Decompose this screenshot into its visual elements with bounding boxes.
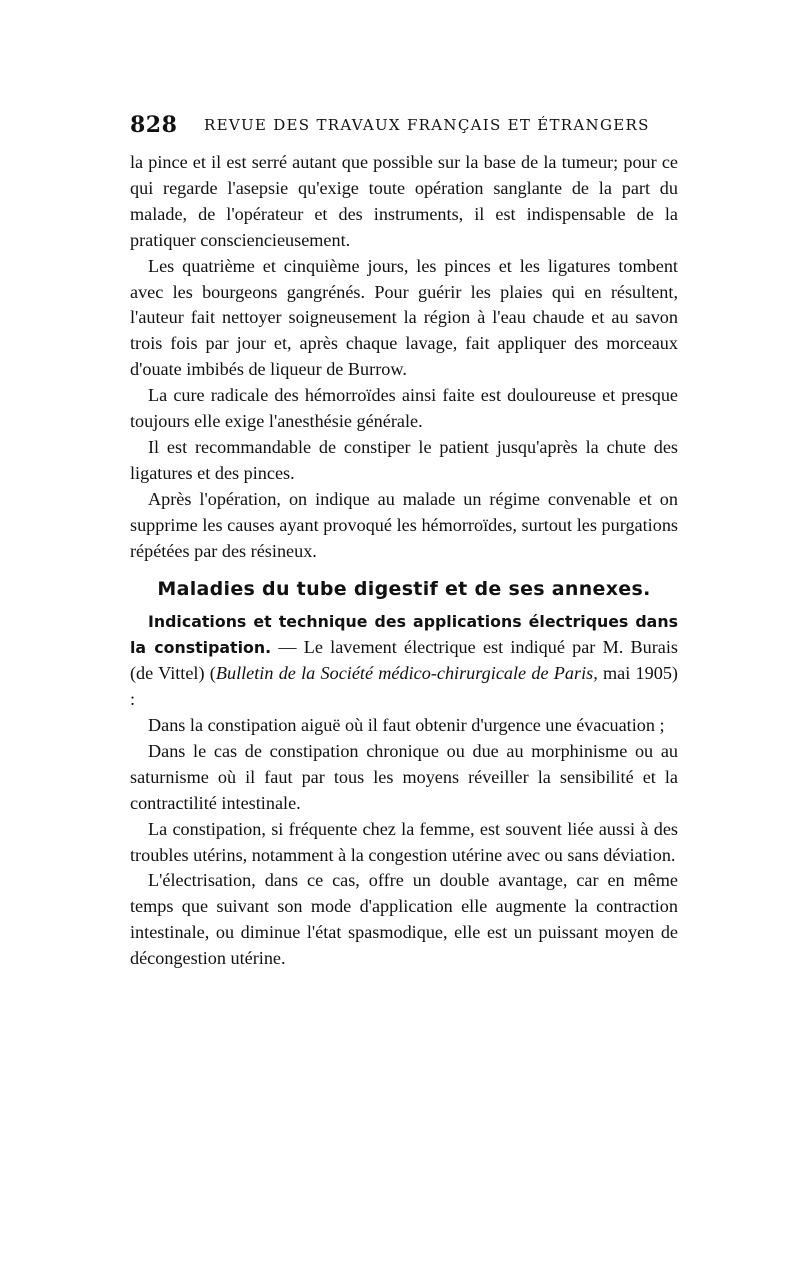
page-body xyxy=(130,150,678,972)
paragraph: Il est recommandable de constiper le patient jusqu'après la chute des ligatures et des pinces. xyxy=(130,436,678,483)
section-heading: Maladies du tube digestif et de ses annexes. xyxy=(157,577,651,600)
article-lead: — Le lavement électrique est indiqué par M. Burais (de Vittel) ( xyxy=(130,637,678,684)
paragraph-continuation: la pince et il est serré autant que possible sur la base de la tumeur; pour ce qui regarde l'asepsie qu'exige toute opération sanglante de la part du malade, de l'opérateur et des instruments, il est indispensable de la pratiquer consciencieusement. xyxy=(130,152,678,250)
paragraph: Dans le cas de constipation chronique ou due au morphinisme ou au saturnisme où il faut par tous les moyens réveiller la sensibilité et la contractilité intestinale. xyxy=(130,740,678,813)
paragraph: La constipation, si fréquente chez la femme, est souvent liée aussi à des troubles utérins, notamment à la congestion utérine avec ou sans déviation. xyxy=(130,818,678,865)
paragraph: L'électrisation, dans ce cas, offre un double avantage, car en même temps que suivant son mode d'application elle augmente la contraction intestinale, ou diminue l'état spasmodique, elle est un puissant moyen de décongestion utérine. xyxy=(130,870,678,969)
article-title: Indications et technique des applications électriques dans la constipation. xyxy=(130,612,678,658)
article-paragraph xyxy=(130,609,678,713)
running-header xyxy=(130,112,678,142)
journal-title: REVUE DES TRAVAUX FRANÇAIS ET ÉTRANGERS xyxy=(204,116,650,134)
paragraph: La cure radicale des hémorroïdes ainsi faite est douloureuse et presque toujours elle exige l'anesthésie générale. xyxy=(130,385,678,432)
page-number: 828 xyxy=(130,112,178,138)
paragraph: Après l'opération, on indique au malade un régime convenable et on supprime les causes ayant provoqué les hémorroïdes, surtout les purgations répétées par des résineux. xyxy=(130,488,678,561)
paragraph: Dans la constipation aiguë où il faut obtenir d'urgence une évacuation ; xyxy=(148,715,665,736)
article-date: mai 1905) : xyxy=(130,663,678,710)
paragraph: Les quatrième et cinquième jours, les pinces et les ligatures tombent avec les bourgeons gangrénés. Pour guérir les plaies qui en résultent, l'auteur fait nettoyer soigneusement la région à l'eau chaude et au savon trois fois par jour et, après chaque lavage, fait appliquer des morceaux d'ouate imbibés de liqueur de Burrow. xyxy=(130,255,678,380)
article-citation: Bulletin de la Société médico-chirurgicale de Paris, xyxy=(215,663,598,684)
